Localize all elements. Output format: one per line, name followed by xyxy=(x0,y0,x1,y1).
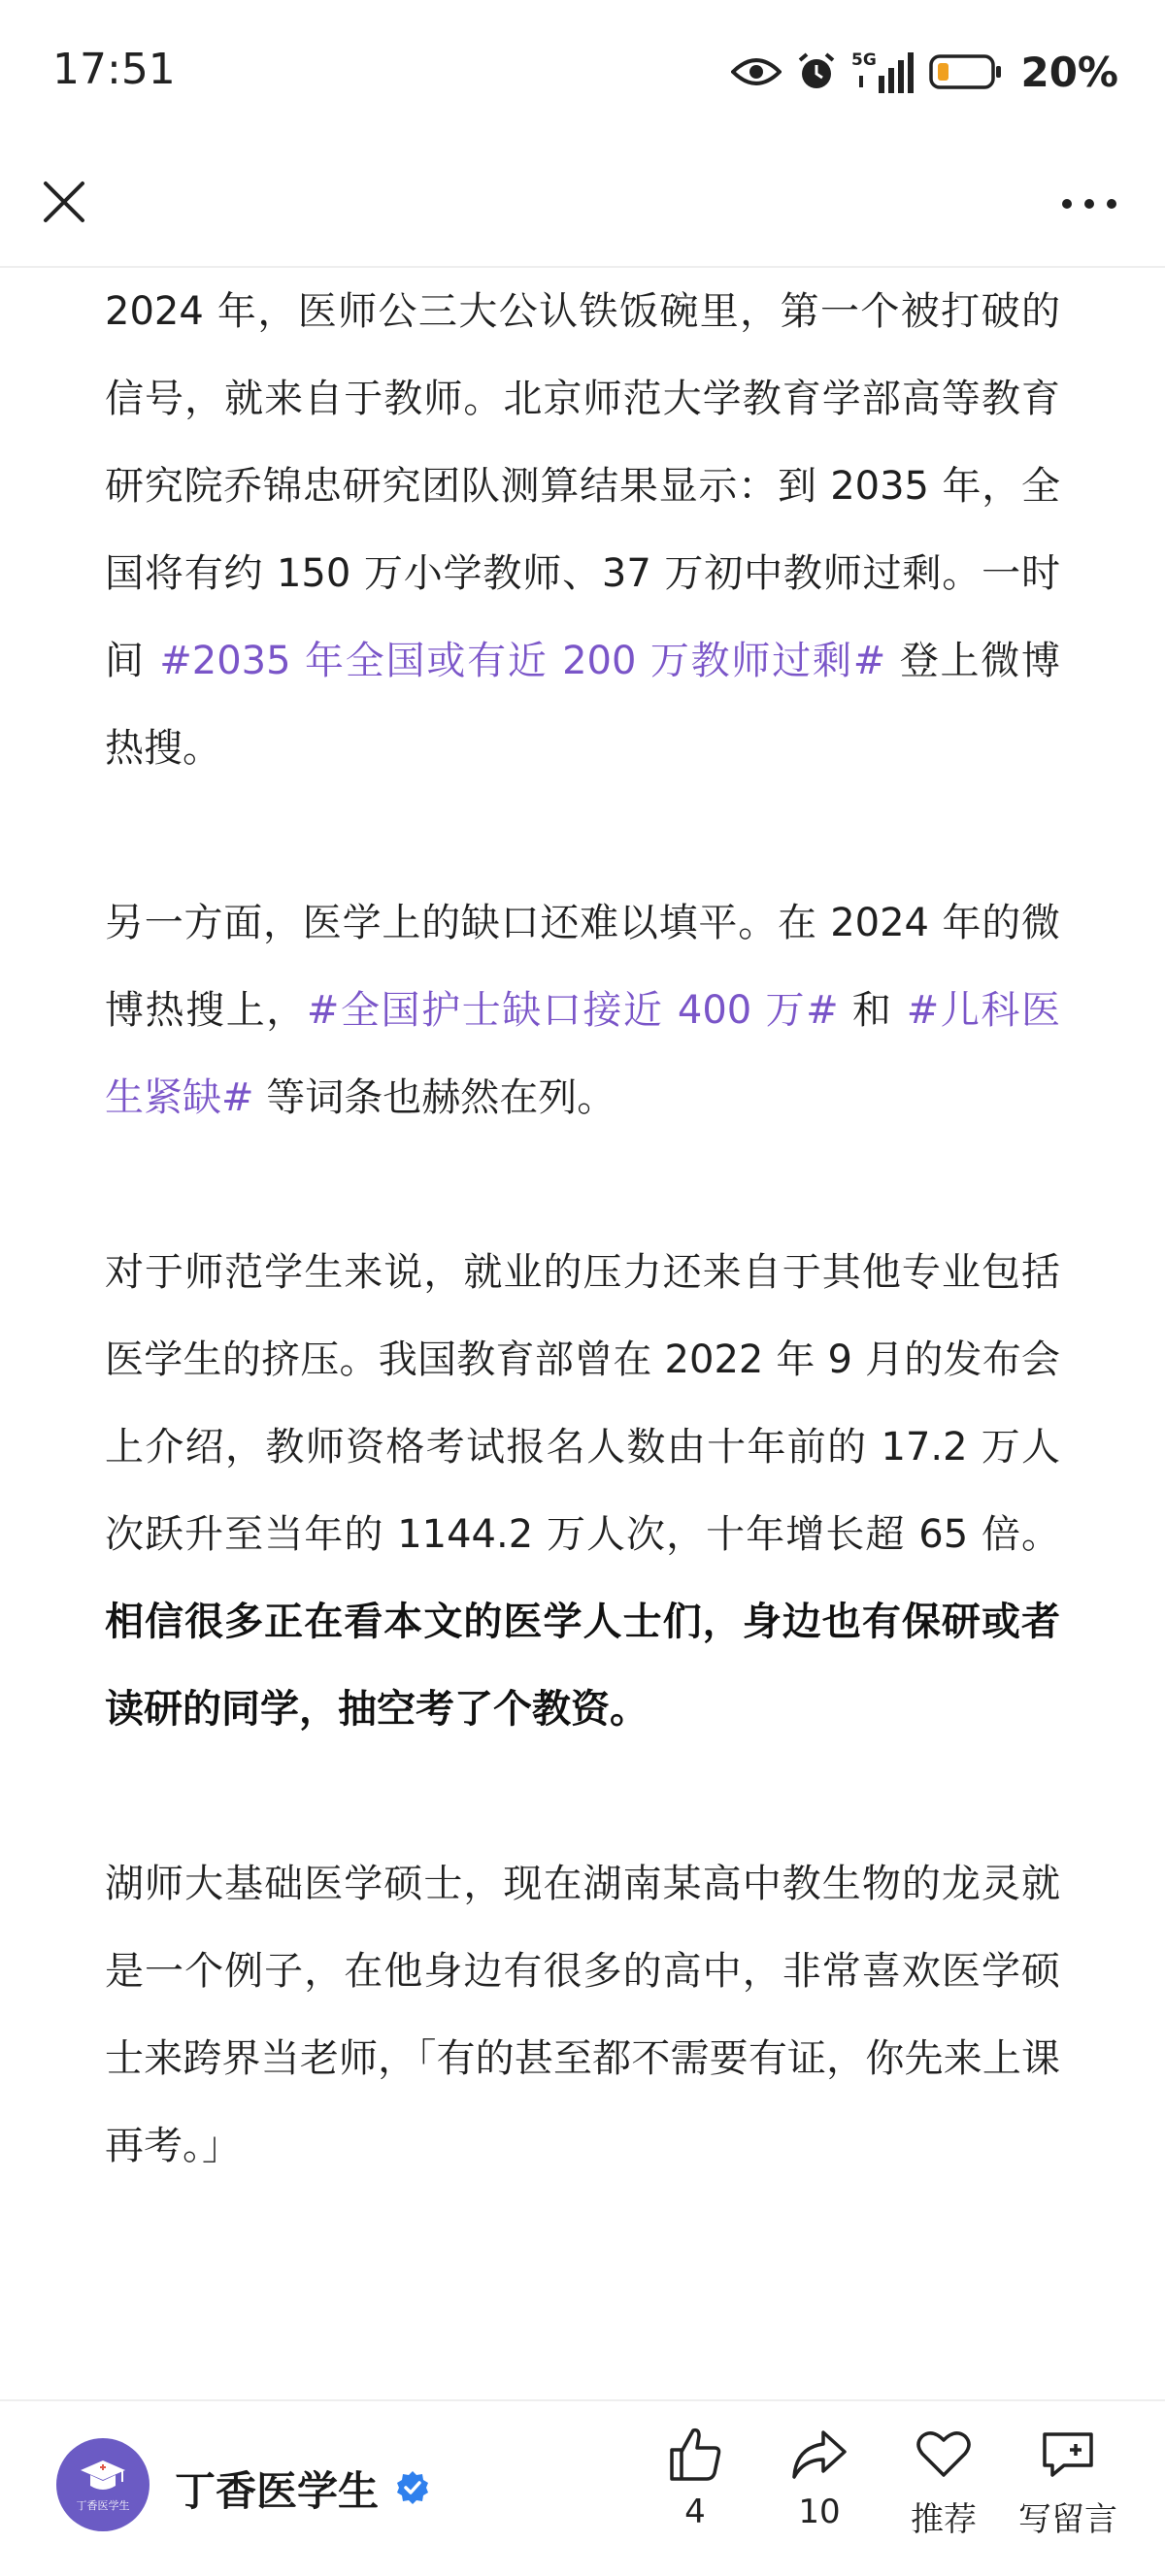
write-comment-label: 写留言 xyxy=(1018,2500,1117,2539)
battery-percent: 20% xyxy=(1020,48,1118,96)
graduation-cap-icon xyxy=(79,2457,127,2495)
recommend-label: 推荐 xyxy=(911,2500,977,2539)
like-button[interactable] xyxy=(633,2423,757,2540)
share-icon xyxy=(788,2423,850,2485)
body-text: 登上微博热搜。 xyxy=(105,639,1060,771)
heart-icon xyxy=(913,2423,975,2485)
eye-icon xyxy=(731,54,782,89)
close-button[interactable] xyxy=(29,169,99,239)
body-text: 2024 年，医师公三大公认铁饭碗里，第一个被打破的信号，就来自于教师。北京师范大学教育学部高等教育研究院乔锦忠研究团队测算结果显示：到 2035 年，全国将有约 150 万小学教师、37 万初中教师过剩。一时间 xyxy=(105,289,1060,683)
status-bar xyxy=(0,0,1165,146)
paragraph-gap xyxy=(105,1753,1060,1840)
action-bar xyxy=(633,2423,1130,2540)
article-body xyxy=(105,268,1060,2190)
bottom-bar xyxy=(0,2399,1165,2576)
article-paragraph xyxy=(105,1840,1060,2190)
network-label: 5G xyxy=(851,50,878,70)
share-button[interactable] xyxy=(757,2423,882,2540)
thumbs-up-icon xyxy=(664,2423,726,2485)
article-paragraph xyxy=(105,1229,1060,1753)
status-icons xyxy=(731,43,1118,101)
like-count: 4 xyxy=(684,2493,706,2531)
recommend-button[interactable] xyxy=(882,2423,1006,2540)
comment-icon xyxy=(1037,2423,1099,2485)
body-text: 对于师范学生来说，就业的压力还来自于其他专业包括医学生的挤压。我国教育部曾在 2022 年 9 月的发布会上介绍，教师资格考试报名人数由十年前的 17.2 万人次跃升至当年的 1144.2 万人次，十年增长超 65 倍。 xyxy=(105,1250,1060,1557)
author-avatar[interactable] xyxy=(56,2438,150,2531)
article-paragraph xyxy=(105,879,1060,1141)
paragraph-gap xyxy=(105,1141,1060,1229)
alarm-icon xyxy=(795,50,838,93)
bold-text: 相信很多正在看本文的医学人士们，身边也有保研或者读研的同学，抽空考了个教资。 xyxy=(105,1600,1060,1732)
hashtag-link[interactable]: #全国护士缺口接近 400 万# xyxy=(306,988,839,1033)
paragraph-gap xyxy=(105,792,1060,879)
author-name[interactable]: 丁香医学生 xyxy=(175,2467,380,2515)
body-text: 另一方面，医学上的缺口还难以填平。在 2024 年的微博热搜上， xyxy=(105,901,1060,1033)
more-button[interactable] xyxy=(1050,169,1128,239)
body-text: 和 xyxy=(838,988,907,1033)
hashtag-link[interactable]: #儿科医生紧缺# xyxy=(105,988,1061,1120)
more-icon xyxy=(1061,195,1117,214)
signal-icon xyxy=(851,49,915,95)
close-icon xyxy=(42,180,86,228)
top-nav xyxy=(0,146,1165,268)
body-text: 等词条也赫然在列。 xyxy=(253,1075,616,1120)
write-comment-button[interactable] xyxy=(1006,2423,1130,2540)
verified-badge-icon xyxy=(394,2469,431,2510)
avatar-caption: 丁香医学生 xyxy=(76,2499,130,2512)
status-time: 17:51 xyxy=(52,45,176,94)
body-text: 湖师大基础医学硕士，现在湖南某高中教生物的龙灵就是一个例子，在他身边有很多的高中，非常喜欢医学硕士来跨界当老师，「有的甚至都不需要有证，你先来上课再考。」 xyxy=(105,1862,1060,2168)
battery-icon xyxy=(929,52,1003,91)
article-paragraph xyxy=(105,268,1060,792)
hashtag-link[interactable]: #2035 年全国或有近 200 万教师过剩# xyxy=(159,639,886,683)
share-count: 10 xyxy=(798,2493,841,2531)
